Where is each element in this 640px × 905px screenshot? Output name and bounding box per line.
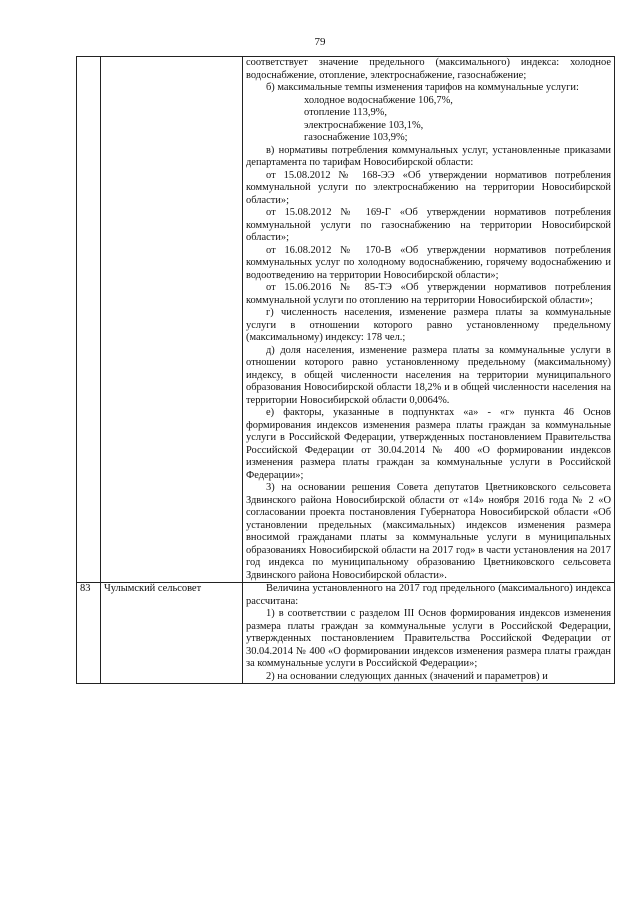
row-content — [243, 583, 615, 684]
order-reference: от 15.08.2012 № 168-ЭЭ «Об утверждении нормативов потребления коммунальной услуги по электроснабжению на территории Новосибирской области»; — [246, 169, 611, 206]
paragraph: 1) в соответствии с разделом III Основ формирования индексов изменения размера платы граждан за коммунальные услуги в Российской Федерации, утвержденных постановлением Правительства Российской Федерации от 30.04.2014 № 400 «О формировании индексов изменения размера платы граждан за коммунальные услуги в Российской Федерации»; — [246, 608, 611, 669]
order-reference: от 15.06.2016 № 85-ТЭ «Об утверждении нормативов потребления коммунальной услуги по отоплению на территории Новосибирской области»; — [246, 282, 611, 306]
paragraph: г) численность населения, изменение размера платы за коммунальные услуги в отношении которого равно установленному предельному (максимальному) индексу: 178 чел.; — [246, 307, 611, 343]
paragraph: б) максимальные темпы изменения тарифов на коммунальные услуги: — [266, 82, 579, 93]
row-content — [243, 57, 615, 583]
paragraph: 2) на основании следующих данных (значений и параметров) и — [266, 670, 548, 682]
paragraph: е) факторы, указанные в подпунктах «а» - «г» пункта 46 Основ формирования индексов изменения размера платы граждан за коммунальные услуги в Российской Федерации, утвержденных постановлением Правительства Российской Федерации от 30.04.2014 № 400 «О формировании индексов изменения размера платы граждан за коммунальные услуги в Российской Федерации»; — [246, 407, 611, 481]
paragraph: в) нормативы потребления коммунальных услуг, установленные приказами департамента по тарифам Новосибирской области: — [246, 144, 611, 168]
row-number: 83 — [77, 583, 101, 684]
page-number: 79 — [314, 36, 326, 48]
tariff-rate-line: холодное водоснабжение 106,7%, — [304, 94, 453, 106]
order-reference: от 15.08.2012 № 169-Г «Об утверждении нормативов потребления коммунальной услуги по газоснабжению на территории Новосибирской области»; — [246, 207, 611, 243]
order-reference: от 16.08.2012 № 170-В «Об утверждении нормативов потребления коммунальных услуг по холодному водоснабжению, горячему водоснабжению и водоотведению на территории Новосибирской области»; — [246, 244, 611, 281]
paragraph: соответствует значение предельного (максимального) индекса: холодное водоснабжение, отопление, электроснабжение, газоснабжение; — [246, 57, 611, 81]
row-number — [77, 57, 101, 583]
indices-table — [76, 56, 615, 684]
paragraph: Величина установленного на 2017 год предельного (максимального) индекса рассчитана: — [246, 583, 611, 607]
table-row — [77, 57, 615, 583]
table-row — [77, 583, 615, 684]
paragraph: д) доля населения, изменение размера платы за коммунальные услуги в отношении которого равно установленному предельному (максимальному) индексу, в общей численности населения на территории муниципального образования Новосибирской области 18,2% и в общей численности населения на территории Новосибирской области 0,0064%. — [246, 344, 611, 406]
municipality-name: Чулымский сельсовет — [101, 583, 243, 684]
tariff-rate-line: отопление 113,9%, — [304, 107, 387, 118]
tariff-rate-line: газоснабжение 103,9%; — [304, 132, 408, 143]
municipality-name — [101, 57, 243, 583]
paragraph: 3) на основании решения Совета депутатов Цветниковского сельсовета Здвинского района Новосибирской области от «14» ноября 2016 года № 2 «О согласовании проекта постановления Губернатора Новосибирской области «Об установлении предельных (максимальных) индексов изменения размера вносимой гражданами платы за коммунальные услуги в муниципальных образованиях Новосибирской области на 2017 год» в части установления на 2017 год индекса по муниципальному образованию Цветниковского сельсовета Здвинского района Новосибирской области». — [246, 482, 611, 581]
tariff-rate-line: электроснабжение 103,1%, — [304, 119, 424, 131]
